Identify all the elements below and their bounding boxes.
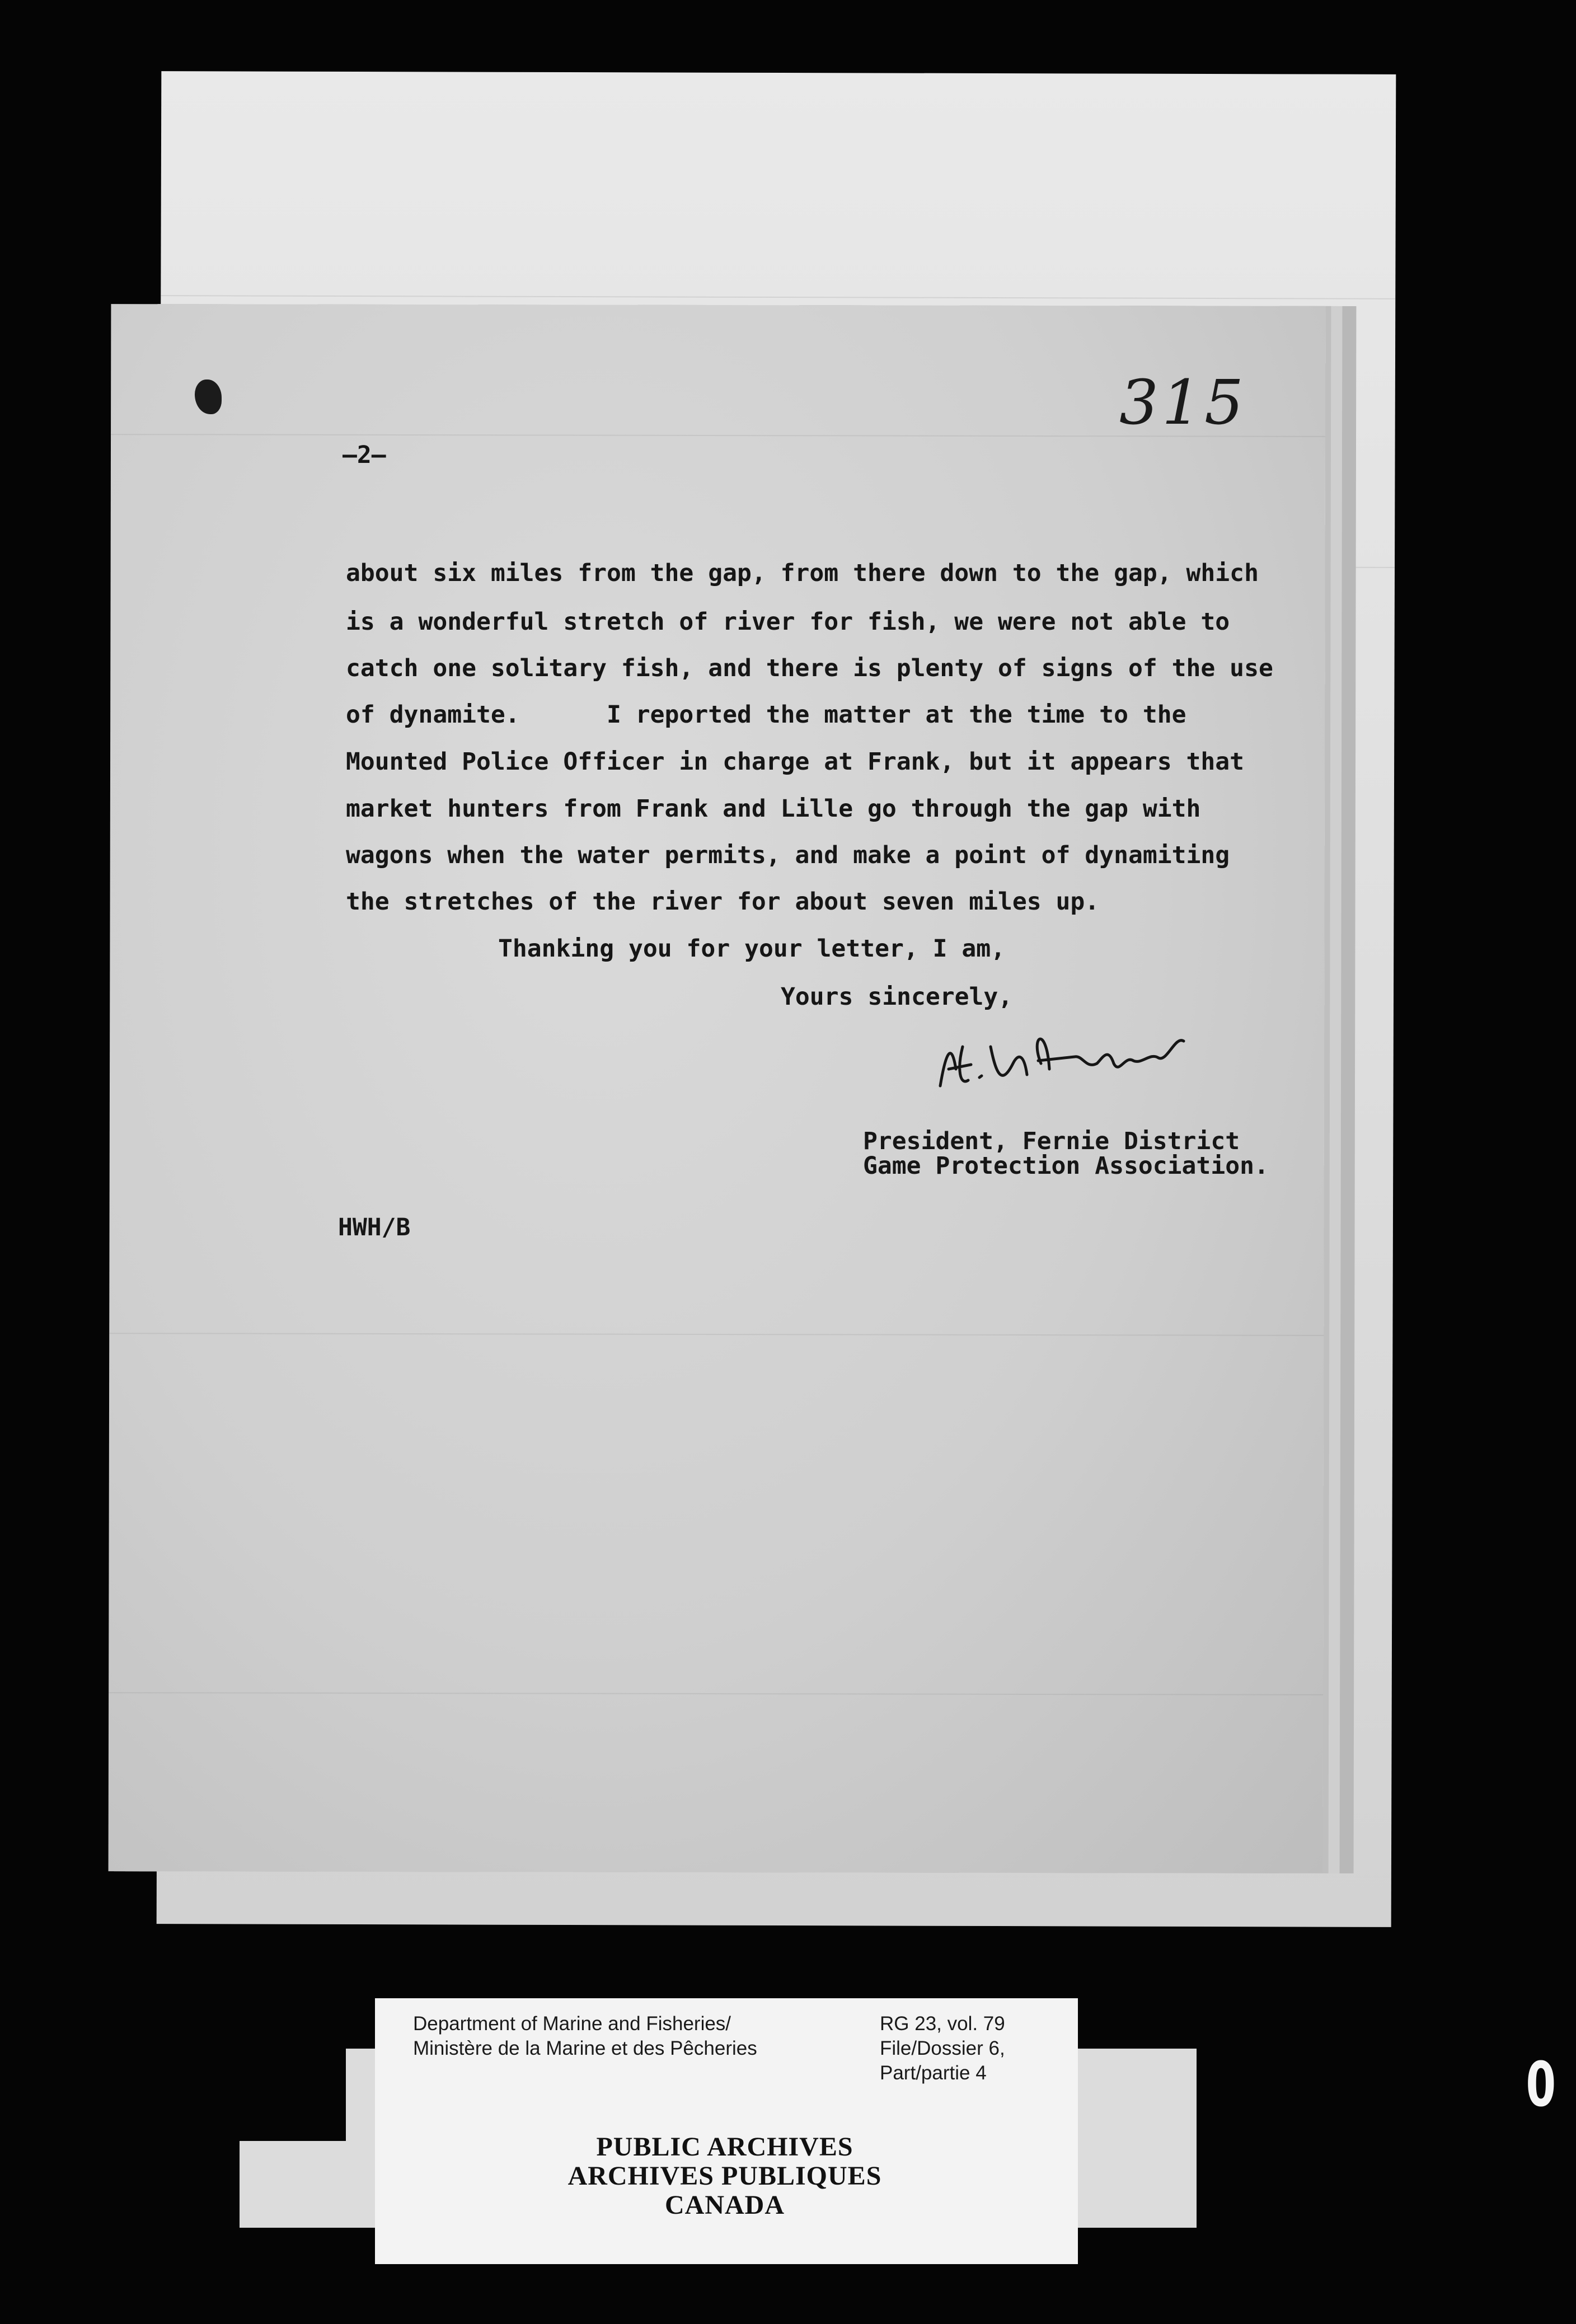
body-line: about six miles from the gap, from there down to the gap, which xyxy=(346,559,1259,587)
signatory-title: President, Fernie District xyxy=(863,1127,1240,1155)
record-group-volume: RG 23, vol. 79 xyxy=(880,2013,1005,2035)
paper-rule xyxy=(161,295,1395,299)
folio-number: 315 xyxy=(1119,367,1247,438)
body-line: Mounted Police Officer in charge at Frank, but it appears that xyxy=(346,748,1245,776)
valediction: Yours sincerely, xyxy=(781,983,1013,1011)
department-french: Ministère de la Marine et des Pêcheries xyxy=(413,2037,757,2059)
body-line: is a wonderful stretch of river for fish, we were not able to xyxy=(346,608,1230,636)
archives-line-country: CANADA xyxy=(665,2190,785,2220)
frame-number: 0 xyxy=(1526,2049,1556,2120)
archives-line-french: ARCHIVES PUBLIQUES xyxy=(567,2161,882,2191)
body-line: the stretches of the river for about seven miles up. xyxy=(346,888,1100,916)
body-line: wagons when the water permits, and make a point of dynamiting xyxy=(346,841,1230,869)
department-english: Department of Marine and Fisheries/ xyxy=(413,2013,731,2035)
label-cutout xyxy=(240,2049,346,2141)
paper-rule xyxy=(109,1333,1324,1336)
page-marker: —2— xyxy=(343,441,386,469)
paper-rule xyxy=(109,1692,1323,1695)
archives-line-english: PUBLIC ARCHIVES xyxy=(596,2132,853,2162)
closing-line: Thanking you for your letter, I am, xyxy=(498,935,1006,963)
part-partie: Part/partie 4 xyxy=(880,2062,987,2084)
body-line: market hunters from Frank and Lille go through the gap with xyxy=(346,795,1201,823)
body-line: catch one solitary fish, and there is plenty of signs of the use xyxy=(346,654,1273,682)
body-line: of dynamite. I reported the matter at the time to the xyxy=(346,701,1186,729)
archives-stamp xyxy=(381,2133,1069,2219)
signature xyxy=(929,1002,1192,1108)
file-dossier: File/Dossier 6, xyxy=(880,2037,1005,2059)
signatory-organization: Game Protection Association. xyxy=(863,1152,1269,1180)
reference-initials: HWH/B xyxy=(338,1213,411,1241)
